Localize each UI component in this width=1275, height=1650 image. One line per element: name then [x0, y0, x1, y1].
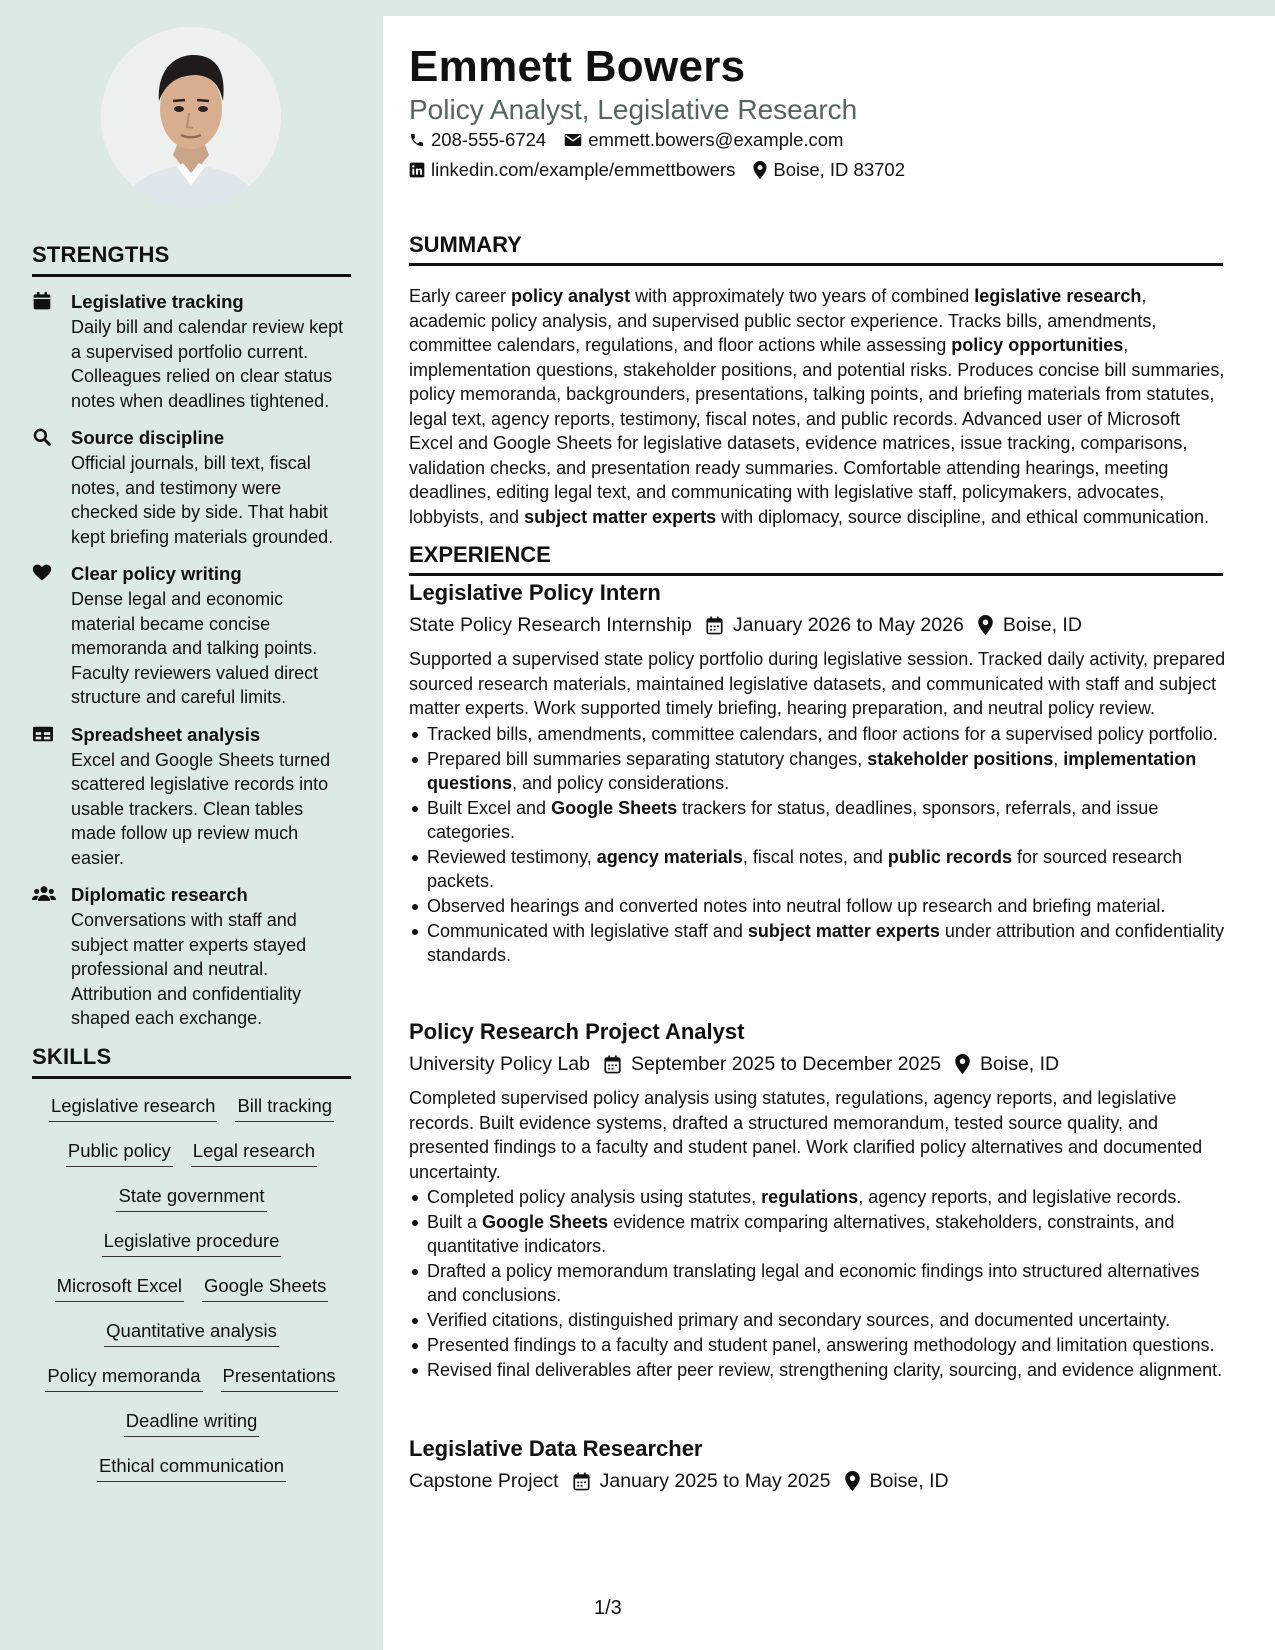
list-item — [409, 1185, 1227, 1209]
linkedin-icon — [409, 162, 425, 178]
job-title: Legislative Policy Intern — [409, 580, 661, 605]
summary-run: with approximately two years of combined — [630, 286, 975, 306]
bullet-keyword: stakeholder positions — [867, 748, 1054, 769]
strength-desc: Excel and Google Sheets turned scattered legislative records into usable trackers. Clean tables made follow up review much easier. — [71, 749, 331, 868]
bullet-keyword: agency materials — [596, 846, 743, 867]
strength-title: Legislative tracking — [71, 291, 244, 312]
skill-row — [32, 1312, 351, 1357]
bullet-run: Reviewed testimony, — [427, 846, 597, 867]
list-item — [409, 1333, 1227, 1357]
skill-tag: Legislative research — [49, 1095, 218, 1122]
strength-desc: Daily bill and calendar review kept a supervised portfolio current. Colleagues relied on clear status notes when deadlines tightened. — [71, 317, 344, 411]
job-org: Capstone Project — [409, 1469, 559, 1492]
job-meta — [409, 1468, 1227, 1494]
job-dates: January 2025 to May 2025 — [599, 1469, 831, 1492]
phone-text: 208-555-6724 — [431, 129, 547, 150]
skill-row — [32, 1447, 351, 1492]
search-icon — [32, 427, 54, 449]
summary-run: , implementation questions, stakeholder positions, and potential risks. Produces concise bill summaries, policy memoranda, backgrounders, presentations, talking points, and briefing materials from statutes, legal text, agency reports, testimony, fiscal notes, and public records. Advanced user of Microsoft Excel and Google Sheets for legislative datasets, evidence matrices, issue tracking, comparisons, validation checks, and presentation ready summaries. Comfortable attending hearings, meeting deadlines, editing legal text, and communicating with legislative staff, policymakers, advocates, lobbyists, and — [409, 335, 1225, 527]
job-org: State Policy Research Internship — [409, 613, 692, 636]
strengths-heading: STRENGTHS — [32, 242, 351, 277]
job-description: Supported a supervised state policy portfolio during legislative session. Tracked daily activity, prepared sourced research materials, maintained legislative datasets, and communicated with staff and subject matter experts. Work supported timely briefing, hearing preparation, and neutral policy review. — [409, 649, 1226, 718]
list-item — [409, 747, 1227, 795]
skill-row — [32, 1402, 351, 1447]
summary-text — [409, 284, 1225, 529]
bullet-run: Built a — [427, 1212, 483, 1232]
bullet-run: Completed policy analysis using statutes, — [427, 1187, 762, 1207]
bullet-run: trackers for status, deadlines, sponsors, referrals, and issue categories. — [427, 797, 1159, 842]
job-bullets — [409, 1185, 1227, 1382]
bullet-keyword: public records — [887, 846, 1012, 867]
strength-item — [32, 723, 351, 871]
strength-item — [32, 426, 351, 549]
skill-tag: Presentations — [221, 1365, 338, 1392]
skill-tag: Policy memoranda — [45, 1365, 202, 1392]
job-meta — [409, 1051, 1227, 1077]
bullet-run: Prepared bill summaries separating statutory changes, — [427, 748, 868, 769]
bullet-run: Drafted a policy memorandum translating legal and economic findings into structured alternatives and conclusions. — [427, 1261, 1200, 1305]
calendar-icon — [573, 1472, 590, 1491]
strength-item — [32, 562, 351, 710]
bullet-run: Verified citations, distinguished primary and secondary sources, and documented uncertainty. — [427, 1310, 1171, 1330]
page-number: 1/3 — [594, 1597, 622, 1619]
strength-desc: Conversations with staff and subject matter experts stayed professional and neutral. Attribution and confidentiality shaped each exchange. — [71, 910, 307, 1028]
bullet-keyword: regulations — [761, 1187, 859, 1207]
job-entry — [409, 1435, 1227, 1494]
bullet-run: for sourced research packets. — [427, 846, 1183, 891]
bullet-run: , and policy considerations. — [512, 772, 730, 793]
calendar-icon — [706, 616, 723, 635]
skill-row — [32, 1222, 351, 1267]
skill-tag: Microsoft Excel — [55, 1275, 184, 1302]
strength-item — [32, 883, 351, 1031]
strength-title: Source discipline — [71, 427, 225, 448]
strength-title: Spreadsheet analysis — [71, 723, 261, 745]
skills-heading: SKILLS — [32, 1044, 351, 1079]
job-entry — [409, 579, 1227, 968]
job-dates-item — [604, 1053, 941, 1076]
summary-keyword: policy analyst — [511, 286, 631, 306]
list-item — [409, 796, 1227, 844]
job-description: Completed supervised policy analysis using statutes, regulations, agency reports, and legislative records. Built evidence systems, drafted a structured memorandum, tested source quality, and presented findings to a faculty and student panel. Work clarified policy alternatives and documented uncertainty. — [409, 1088, 1203, 1182]
bullet-keyword: implementation questions — [427, 748, 1197, 793]
heart-icon — [32, 563, 54, 585]
strength-title: Clear policy writing — [71, 563, 242, 584]
list-item — [409, 894, 1227, 918]
bullet-keyword: Google Sheets — [482, 1212, 609, 1232]
phone-icon — [409, 132, 425, 148]
strength-title: Diplomatic research — [71, 884, 248, 905]
job-location-item — [955, 1053, 1059, 1076]
job-location-item — [845, 1470, 949, 1493]
contact-row-2 — [409, 159, 923, 181]
job-bullets — [409, 722, 1227, 967]
job-dates: January 2026 to May 2026 — [732, 613, 964, 636]
skill-tag: Bill tracking — [235, 1095, 334, 1122]
job-title: Legislative Data Researcher — [409, 1436, 703, 1461]
bullet-run: Communicated with legislative staff and — [427, 920, 748, 941]
envelope-icon — [564, 132, 582, 148]
users-icon — [32, 884, 54, 906]
strength-desc: Dense legal and economic material became concise memoranda and talking points. Faculty reviewers valued direct structure and careful limits. — [71, 589, 319, 707]
skill-tag: State government — [116, 1185, 266, 1212]
skill-row — [32, 1267, 351, 1312]
contact-row-1 — [409, 129, 861, 151]
job-org: University Policy Lab — [409, 1052, 590, 1075]
list-item — [409, 1259, 1227, 1307]
skill-row — [32, 1357, 351, 1402]
map-pin-icon — [845, 1471, 860, 1491]
summary-run: Early career — [409, 286, 512, 306]
bullet-run: Presented findings to a faculty and student panel, answering methodology and limitation questions. — [427, 1335, 1215, 1355]
list-item — [409, 1210, 1227, 1258]
strength-desc: Official journals, bill text, fiscal notes, and testimony were checked side by side. That habit kept briefing materials grounded. — [71, 453, 334, 547]
bullet-run: Observed hearings and converted notes into neutral follow up research and briefing material. — [427, 895, 1166, 916]
summary-keyword: legislative research — [974, 286, 1142, 306]
skill-tag: Legal research — [191, 1140, 317, 1167]
list-item — [409, 919, 1227, 967]
strength-item — [32, 290, 351, 413]
job-location: Boise, ID — [1002, 613, 1082, 636]
skill-tag: Deadline writing — [124, 1410, 260, 1437]
bullet-keyword: Google Sheets — [551, 797, 678, 818]
candidate-title: Policy Analyst, Legislative Research — [409, 94, 858, 125]
list-item — [409, 1308, 1227, 1332]
skill-tag: Public policy — [66, 1140, 173, 1167]
summary-keyword: subject matter experts — [524, 506, 717, 527]
job-dates-item — [706, 614, 964, 637]
bullet-run: , — [1053, 748, 1064, 769]
sidebar — [0, 0, 383, 1650]
map-pin-icon — [753, 161, 767, 179]
profile-photo — [101, 27, 281, 207]
linkedin-item[interactable] — [409, 159, 735, 181]
candidate-name: Emmett Bowers — [409, 42, 746, 91]
list-item — [409, 1358, 1227, 1382]
summary-heading: SUMMARY — [409, 232, 1223, 266]
job-entry — [409, 1018, 1227, 1383]
list-item — [409, 722, 1227, 746]
calendar-icon — [604, 1055, 621, 1074]
main-content — [383, 16, 1275, 1650]
list-item — [409, 845, 1227, 893]
strengths-section — [32, 242, 351, 1031]
map-pin-icon — [955, 1054, 970, 1074]
job-meta — [409, 612, 1227, 638]
job-location: Boise, ID — [980, 1052, 1060, 1075]
calendar-icon — [32, 291, 54, 313]
job-dates: September 2025 to December 2025 — [630, 1052, 942, 1075]
skill-tag: Legislative procedure — [102, 1230, 282, 1257]
email-text: emmett.bowers@example.com — [588, 129, 844, 150]
summary-keyword: policy opportunities — [951, 335, 1124, 355]
location-item — [753, 159, 905, 181]
email-item[interactable] — [564, 129, 843, 151]
job-dates-item — [573, 1470, 831, 1493]
skill-row — [32, 1177, 351, 1222]
bullet-run: Revised final deliverables after peer review, strengthening clarity, sourcing, and evidence alignment. — [427, 1360, 1223, 1380]
summary-run: with diplomacy, source discipline, and ethical communication. — [716, 506, 1210, 527]
skill-tag: Ethical communication — [97, 1455, 286, 1482]
bullet-run: Tracked bills, amendments, committee calendars, and floor actions for a supervised policy portfolio. — [427, 723, 1218, 744]
skill-tag: Google Sheets — [202, 1275, 328, 1302]
bullet-run: Built Excel and — [427, 797, 552, 818]
summary-run: , academic policy analysis, and supervised public sector experience. Tracks bills, amendments, committee calendars, regulations, and floor actions while assessing — [409, 286, 1157, 355]
map-pin-icon — [978, 615, 993, 635]
job-location-item — [978, 614, 1082, 637]
bullet-run: , fiscal notes, and — [742, 846, 888, 867]
bullet-keyword: subject matter experts — [747, 920, 940, 941]
linkedin-text: linkedin.com/example/emmettbowers — [431, 159, 736, 180]
job-title: Policy Research Project Analyst — [409, 1019, 745, 1044]
skills-section — [32, 1044, 351, 1492]
skill-row — [32, 1132, 351, 1177]
bullet-run: evidence matrix comparing alternatives, stakeholders, constraints, and quantitative indicators. — [427, 1212, 1175, 1256]
experience-heading: EXPERIENCE — [409, 542, 1223, 576]
bullet-run: under attribution and confidentiality standards. — [427, 920, 1225, 965]
skill-tag: Quantitative analysis — [104, 1320, 279, 1347]
phone-item[interactable] — [409, 129, 546, 151]
bullet-run: , agency reports, and legislative records. — [858, 1187, 1182, 1207]
location-text: Boise, ID 83702 — [773, 159, 906, 180]
skill-row — [32, 1087, 351, 1132]
job-location: Boise, ID — [869, 1469, 949, 1492]
table-icon — [32, 724, 54, 746]
